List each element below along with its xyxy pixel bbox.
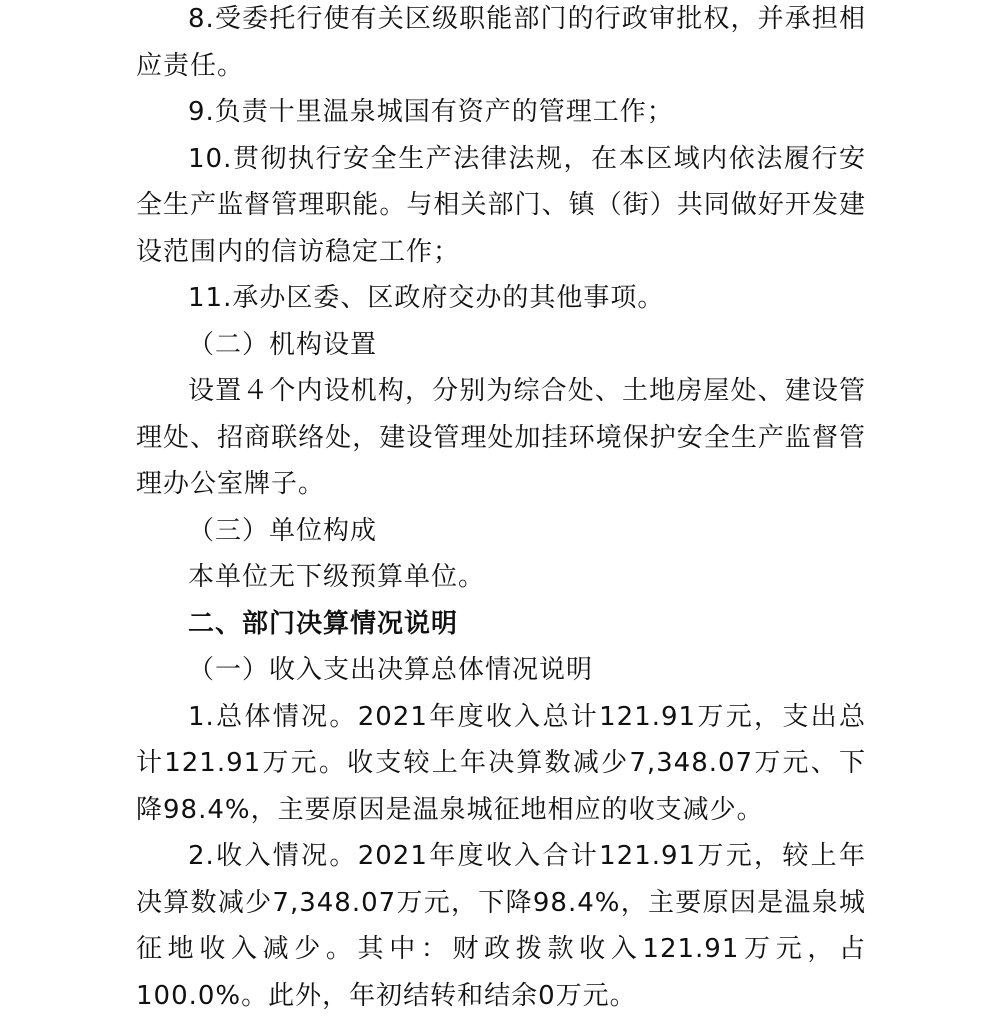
chapter-heading-final-accounts: 二、部门决算情况说明 [188, 608, 459, 639]
section-heading-overview: （一）收入支出决算总体情况说明 [188, 655, 594, 685]
paragraph-item-8: 8.受委托行使有关区级职能部门的行政审批权，并承担相应责任。 [136, 4, 866, 81]
document-page [136, 0, 866, 1019]
section-heading-units: （三）单位构成 [188, 515, 378, 546]
paragraph-item-9: 9.负责十里温泉城国有资产的管理工作； [188, 97, 674, 127]
paragraph-income: 2.收入情况。2021年度收入合计121.91万元，较上年决算数减少7,348.07万元，下降98.4%，主要原因是温泉城征地收入减少。其中：财政拨款收入121.91万元，占100.0%。此外，年初结转和结余0万元。 [136, 841, 866, 1011]
paragraph-structure: 设置４个内设机构，分别为综合处、土地房屋处、建设管理处、招商联络处，建设管理处加挂环境保护安全生产监督管理办公室牌子。 [136, 376, 866, 499]
paragraph-overall: 1.总体情况。2021年度收入总计121.91万元，支出总计121.91万元。收支较上年决算数减少7,348.07万元、下降98.4%，主要原因是温泉城征地相应的收支减少。 [136, 701, 866, 825]
section-heading-structure: （二）机构设置 [188, 329, 378, 360]
paragraph-item-10: 10.贯彻执行安全生产法律法规，在本区域内依法履行安全生产监督管理职能。与相关部门、镇（街）共同做好开发建设范围内的信访稳定工作； [136, 143, 866, 267]
paragraph-item-11: 11.承办区委、区政府交办的其他事项。 [188, 283, 665, 313]
paragraph-units: 本单位无下级预算单位。 [188, 562, 486, 592]
